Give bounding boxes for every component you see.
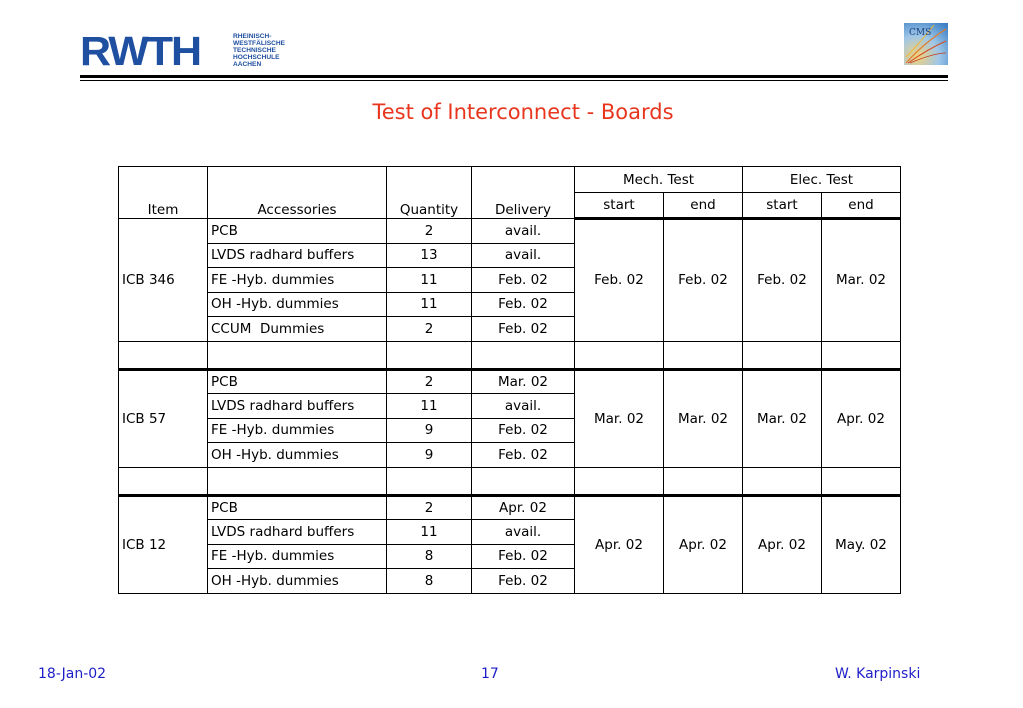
spacer-cell xyxy=(664,341,743,369)
spacer-cell xyxy=(575,341,664,369)
accessory-cell: FE -Hyb. dummies xyxy=(208,268,387,293)
accessory-cell: FE -Hyb. dummies xyxy=(208,544,387,569)
header-delivery: Delivery xyxy=(472,167,575,219)
mech-end-cell: Mar. 02 xyxy=(664,369,743,467)
slide-title: Test of Interconnect - Boards xyxy=(372,100,674,124)
item-cell: ICB 346 xyxy=(119,219,208,342)
spacer-cell xyxy=(387,467,472,495)
quantity-cell: 8 xyxy=(387,569,472,594)
quantity-cell: 2 xyxy=(387,317,472,342)
delivery-cell: avail. xyxy=(472,243,575,268)
cms-label: CMS xyxy=(909,28,932,38)
footer-date: 18-Jan-02 xyxy=(38,666,107,682)
accessory-cell: LVDS radhard buffers xyxy=(208,520,387,545)
accessory-cell: FE -Hyb. dummies xyxy=(208,418,387,443)
item-cell: ICB 12 xyxy=(119,495,208,593)
logo-sub-line: WESTFÄLISCHE xyxy=(233,40,286,47)
delivery-cell: Feb. 02 xyxy=(472,443,575,468)
quantity-cell: 11 xyxy=(387,394,472,419)
spacer-row xyxy=(119,341,901,369)
accessory-cell: CCUM Dummies xyxy=(208,317,387,342)
spacer-cell xyxy=(119,467,208,495)
cms-logo-icon xyxy=(904,23,948,65)
accessory-cell: PCB xyxy=(208,495,387,520)
quantity-cell: 13 xyxy=(387,243,472,268)
mech-start-cell: Feb. 02 xyxy=(575,219,664,342)
footer-page-number: 17 xyxy=(481,666,499,682)
quantity-cell: 11 xyxy=(387,268,472,293)
header-mech-end: end xyxy=(664,193,743,219)
rwth-logo-mark: RWTH xyxy=(80,28,200,74)
elec-end-cell: Mar. 02 xyxy=(822,219,901,342)
delivery-cell: Feb. 02 xyxy=(472,317,575,342)
quantity-cell: 2 xyxy=(387,495,472,520)
accessory-cell: LVDS radhard buffers xyxy=(208,394,387,419)
spacer-cell xyxy=(822,341,901,369)
accessory-cell: PCB xyxy=(208,369,387,394)
header-item: Item xyxy=(119,167,208,219)
spacer-cell xyxy=(575,467,664,495)
mech-end-cell: Feb. 02 xyxy=(664,219,743,342)
header-elec-test: Elec. Test xyxy=(743,167,901,193)
spacer-row xyxy=(119,467,901,495)
schedule-table xyxy=(118,166,901,594)
delivery-cell: Feb. 02 xyxy=(472,292,575,317)
mech-start-cell: Mar. 02 xyxy=(575,369,664,467)
mech-end-cell: Apr. 02 xyxy=(664,495,743,593)
delivery-cell: Feb. 02 xyxy=(472,268,575,293)
accessory-cell: PCB xyxy=(208,219,387,244)
spacer-cell xyxy=(119,341,208,369)
quantity-cell: 9 xyxy=(387,443,472,468)
quantity-cell: 9 xyxy=(387,418,472,443)
rwth-logo-subtitle xyxy=(233,33,285,68)
quantity-cell: 2 xyxy=(387,369,472,394)
header-accessories: Accessories xyxy=(208,167,387,219)
spacer-cell xyxy=(208,467,387,495)
header-elec-end: end xyxy=(822,193,901,219)
delivery-cell: avail. xyxy=(472,394,575,419)
elec-end-cell: Apr. 02 xyxy=(822,369,901,467)
spacer-cell xyxy=(743,341,822,369)
accessory-cell: OH -Hyb. dummies xyxy=(208,292,387,317)
table-row xyxy=(119,495,901,520)
accessory-cell: OH -Hyb. dummies xyxy=(208,443,387,468)
header-mech-test: Mech. Test xyxy=(575,167,743,193)
header-rule xyxy=(80,75,948,78)
spacer-cell xyxy=(743,467,822,495)
elec-start-cell: Apr. 02 xyxy=(743,495,822,593)
item-cell: ICB 57 xyxy=(119,369,208,467)
quantity-cell: 2 xyxy=(387,219,472,244)
elec-start-cell: Feb. 02 xyxy=(743,219,822,342)
spacer-cell xyxy=(664,467,743,495)
delivery-cell: Apr. 02 xyxy=(472,495,575,520)
table-header-row xyxy=(119,167,901,193)
spacer-cell xyxy=(208,341,387,369)
table-row xyxy=(119,219,901,244)
spacer-cell xyxy=(472,467,575,495)
header-elec-start: start xyxy=(743,193,822,219)
delivery-cell: Mar. 02 xyxy=(472,369,575,394)
quantity-cell: 8 xyxy=(387,544,472,569)
delivery-cell: Feb. 02 xyxy=(472,418,575,443)
header-quantity: Quantity xyxy=(387,167,472,219)
mech-start-cell: Apr. 02 xyxy=(575,495,664,593)
logo-sub-line: TECHNISCHE xyxy=(233,47,276,54)
delivery-cell: avail. xyxy=(472,219,575,244)
header-rule-thin xyxy=(80,80,948,81)
accessory-cell: OH -Hyb. dummies xyxy=(208,569,387,594)
spacer-cell xyxy=(472,341,575,369)
elec-end-cell: May. 02 xyxy=(822,495,901,593)
delivery-cell: Feb. 02 xyxy=(472,569,575,594)
accessory-cell: LVDS radhard buffers xyxy=(208,243,387,268)
table-row xyxy=(119,369,901,394)
delivery-cell: Feb. 02 xyxy=(472,544,575,569)
logo-sub-line: AACHEN xyxy=(233,61,262,68)
spacer-cell xyxy=(387,341,472,369)
logo-sub-line: RHEINISCH- xyxy=(233,33,272,40)
delivery-cell: avail. xyxy=(472,520,575,545)
quantity-cell: 11 xyxy=(387,520,472,545)
header-mech-start: start xyxy=(575,193,664,219)
logo-sub-line: HOCHSCHULE xyxy=(233,54,280,61)
spacer-cell xyxy=(822,467,901,495)
elec-start-cell: Mar. 02 xyxy=(743,369,822,467)
quantity-cell: 11 xyxy=(387,292,472,317)
footer-author: W. Karpinski xyxy=(835,666,921,682)
